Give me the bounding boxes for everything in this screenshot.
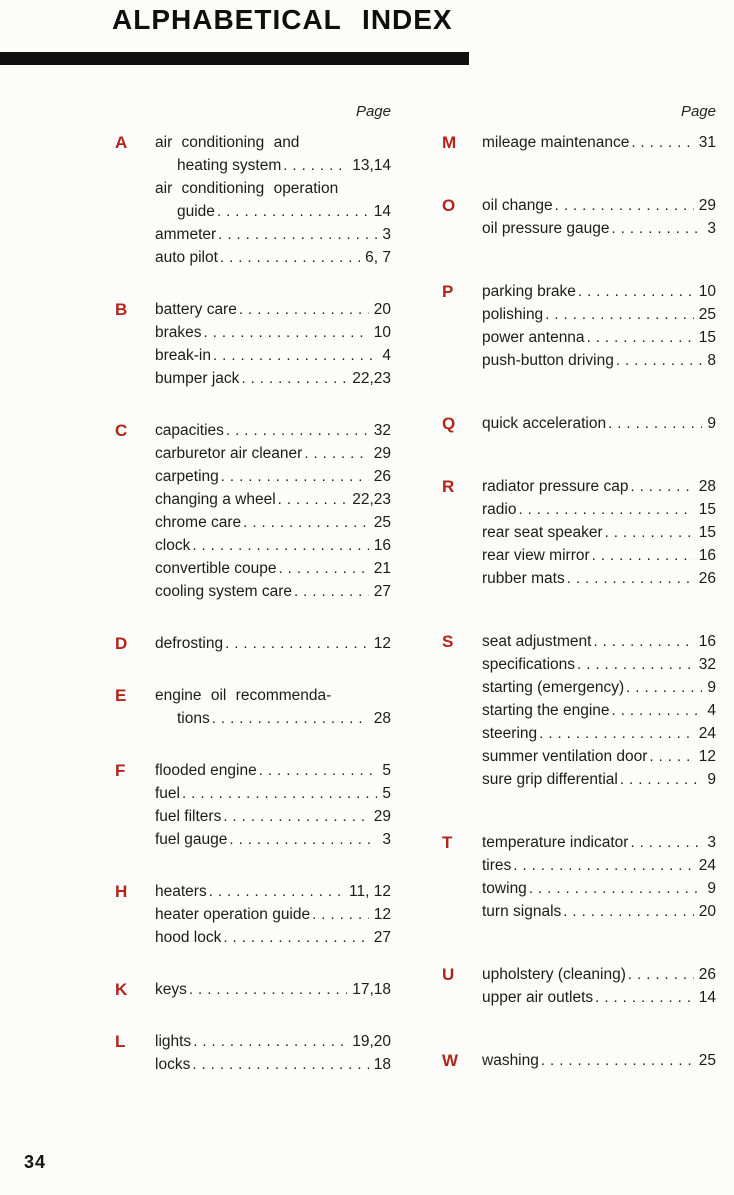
entry-page: 8 xyxy=(707,352,716,369)
entry-page: 17,18 xyxy=(352,981,391,998)
entry-page: 9 xyxy=(707,771,716,788)
entry-page: 3 xyxy=(707,220,716,237)
sections-left xyxy=(115,131,391,1076)
dot-leader xyxy=(541,1049,694,1072)
section-entries xyxy=(482,630,716,791)
entry-label: capacities xyxy=(155,422,224,439)
section-letter: H xyxy=(115,882,128,901)
index-entry xyxy=(155,903,391,926)
entry-page: 27 xyxy=(373,929,391,946)
section-entries xyxy=(155,419,391,603)
index-entry xyxy=(155,978,391,1001)
entry-label: brakes xyxy=(155,324,202,341)
entry-page: 16 xyxy=(698,547,716,564)
index-entry xyxy=(482,900,716,923)
entry-page: 3 xyxy=(707,834,716,851)
entry-page: 29 xyxy=(373,808,391,825)
index-entry xyxy=(482,280,716,303)
index-entry xyxy=(155,321,391,344)
dot-leader xyxy=(283,154,347,177)
entry-page: 29 xyxy=(698,197,716,214)
entry-label: break-in xyxy=(155,347,211,364)
section-entries xyxy=(155,759,391,851)
section-letter: R xyxy=(442,477,455,496)
dot-leader xyxy=(204,321,369,344)
entry-page: 3 xyxy=(382,831,391,848)
entry-page: 4 xyxy=(382,347,391,364)
page-column-header-left: Page xyxy=(355,103,391,120)
section-letter: A xyxy=(115,133,128,152)
section-letter: W xyxy=(442,1051,459,1070)
index-section-t xyxy=(442,831,716,923)
section-letter: L xyxy=(115,1032,126,1051)
index-entry xyxy=(155,442,391,465)
index-entry xyxy=(482,544,716,567)
entry-page: 15 xyxy=(698,501,716,518)
entry-page: 6, 7 xyxy=(365,249,391,266)
index-section-k xyxy=(115,978,391,1001)
section-entries xyxy=(155,880,391,949)
entry-label: carpeting xyxy=(155,468,219,485)
index-entry xyxy=(482,498,716,521)
index-column-left xyxy=(115,101,391,1076)
dot-leader xyxy=(595,986,694,1009)
index-entry-wrap-line xyxy=(155,131,391,154)
index-entry xyxy=(482,326,716,349)
sections-right xyxy=(442,131,716,1072)
title-rule xyxy=(0,52,469,65)
index-entry xyxy=(155,759,391,782)
index-entry xyxy=(482,630,716,653)
section-entries xyxy=(155,684,391,730)
section-letter: P xyxy=(442,282,454,301)
entry-page: 22,23 xyxy=(352,370,391,387)
index-section-c xyxy=(115,419,391,603)
index-section-d xyxy=(115,632,391,655)
entry-page: 11, 12 xyxy=(349,883,391,900)
dot-leader xyxy=(192,1053,368,1076)
dot-leader xyxy=(229,828,377,851)
section-letter: D xyxy=(115,634,128,653)
index-entry xyxy=(155,557,391,580)
index-entry-wrap-line xyxy=(155,177,391,200)
entry-label: clock xyxy=(155,537,191,554)
entry-page: 10 xyxy=(698,283,716,300)
entry-label: guide xyxy=(177,203,215,220)
entry-page: 15 xyxy=(698,524,716,541)
entry-page: 18 xyxy=(373,1056,391,1073)
dot-leader xyxy=(226,419,369,442)
section-entries xyxy=(482,280,716,372)
dot-leader xyxy=(213,344,377,367)
index-entry xyxy=(482,567,716,590)
entry-label: keys xyxy=(155,981,187,998)
entry-label: washing xyxy=(482,1052,539,1069)
entry-label: oil pressure gauge xyxy=(482,220,610,237)
entry-page: 19,20 xyxy=(352,1033,391,1050)
dot-leader xyxy=(612,699,703,722)
section-entries xyxy=(155,632,391,655)
index-entry xyxy=(482,986,716,1009)
index-entry xyxy=(482,131,716,154)
entry-label: towing xyxy=(482,880,527,897)
entry-page: 32 xyxy=(698,656,716,673)
entry-page: 4 xyxy=(707,702,716,719)
dot-leader xyxy=(605,521,694,544)
entry-label: air conditioning and xyxy=(155,134,300,151)
dot-leader xyxy=(189,978,347,1001)
entry-label: flooded engine xyxy=(155,762,257,779)
index-section-m xyxy=(442,131,716,154)
index-entry xyxy=(155,534,391,557)
page-number: 34 xyxy=(24,1152,47,1172)
entry-page: 28 xyxy=(373,710,391,727)
entry-label: ammeter xyxy=(155,226,217,243)
section-letter: Q xyxy=(442,414,456,433)
index-entry xyxy=(482,412,716,435)
section-entries xyxy=(482,194,716,240)
entry-label: rear view mirror xyxy=(482,547,590,564)
dot-leader xyxy=(578,280,694,303)
entry-label: tions xyxy=(177,710,210,727)
page-title: ALPHABETICAL INDEX xyxy=(112,4,453,35)
index-entry xyxy=(482,303,716,326)
dot-leader xyxy=(649,745,693,768)
entry-label: convertible coupe xyxy=(155,560,277,577)
dot-leader xyxy=(631,131,693,154)
index-entry xyxy=(155,246,391,269)
section-entries xyxy=(155,298,391,390)
entry-label: locks xyxy=(155,1056,191,1073)
entry-page: 29 xyxy=(373,445,391,462)
index-section-f xyxy=(115,759,391,851)
dot-leader xyxy=(218,223,377,246)
entry-label: air conditioning operation xyxy=(155,180,339,197)
dot-leader xyxy=(513,854,693,877)
entry-page: 22,23 xyxy=(352,491,391,508)
index-entry xyxy=(155,805,391,828)
entry-page: 26 xyxy=(698,570,716,587)
dot-leader xyxy=(539,722,694,745)
dot-leader xyxy=(529,877,703,900)
index-section-b xyxy=(115,298,391,390)
entry-label: hood lock xyxy=(155,929,222,946)
index-entry xyxy=(155,488,391,511)
entry-label: temperature indicator xyxy=(482,834,629,851)
entry-page: 32 xyxy=(373,422,391,439)
index-entry xyxy=(482,854,716,877)
section-letter: O xyxy=(442,196,456,215)
entry-page: 14 xyxy=(698,989,716,1006)
entry-page: 16 xyxy=(698,633,716,650)
entry-label: summer ventilation door xyxy=(482,748,648,765)
index-section-p xyxy=(442,280,716,372)
dot-leader xyxy=(592,544,694,567)
index-section-w xyxy=(442,1049,716,1072)
entry-label: bumper jack xyxy=(155,370,240,387)
index-entry xyxy=(155,223,391,246)
index-section-r xyxy=(442,475,716,590)
entry-label: specifications xyxy=(482,656,576,673)
dot-leader xyxy=(192,534,368,557)
entry-page: 9 xyxy=(707,880,716,897)
entry-page: 16 xyxy=(373,537,391,554)
dot-leader xyxy=(518,498,693,521)
index-section-s xyxy=(442,630,716,791)
dot-leader xyxy=(243,511,369,534)
section-entries xyxy=(482,131,716,154)
index-section-h xyxy=(115,880,391,949)
index-entry xyxy=(155,200,391,223)
entry-label: lights xyxy=(155,1033,192,1050)
dot-leader xyxy=(182,782,377,805)
entry-page: 25 xyxy=(373,514,391,531)
entry-label: sure grip differential xyxy=(482,771,618,788)
entry-page: 24 xyxy=(698,725,716,742)
dot-leader xyxy=(209,880,344,903)
entry-label: tires xyxy=(482,857,512,874)
dot-leader xyxy=(593,630,693,653)
entry-label: heaters xyxy=(155,883,207,900)
entry-page: 9 xyxy=(707,679,716,696)
index-entry xyxy=(155,1053,391,1076)
dot-leader xyxy=(278,488,348,511)
entry-label: push-button driving xyxy=(482,352,614,369)
section-entries xyxy=(482,475,716,590)
entry-page: 12 xyxy=(698,748,716,765)
entry-label: upholstery (cleaning) xyxy=(482,966,626,983)
index-entry xyxy=(482,699,716,722)
section-letter: S xyxy=(442,632,454,651)
index-section-q xyxy=(442,412,716,435)
index-entry xyxy=(155,344,391,367)
index-section-l xyxy=(115,1030,391,1076)
entry-page: 9 xyxy=(707,415,716,432)
index-entry xyxy=(482,722,716,745)
entry-label: rear seat speaker xyxy=(482,524,603,541)
entry-page: 24 xyxy=(698,857,716,874)
dot-leader xyxy=(239,298,369,321)
entry-label: battery care xyxy=(155,301,237,318)
index-entry xyxy=(482,1049,716,1072)
entry-label: quick acceleration xyxy=(482,415,607,432)
index-entry xyxy=(155,782,391,805)
index-entry xyxy=(155,465,391,488)
index-entry xyxy=(482,963,716,986)
entry-page: 13,14 xyxy=(352,157,391,174)
index-entry xyxy=(155,580,391,603)
entry-label: parking brake xyxy=(482,283,576,300)
index-entry xyxy=(155,298,391,321)
section-entries xyxy=(482,831,716,923)
dot-leader xyxy=(630,475,693,498)
index-entry xyxy=(482,768,716,791)
entry-label: auto pilot xyxy=(155,249,218,266)
entry-page: 15 xyxy=(698,329,716,346)
dot-leader xyxy=(225,632,369,655)
dot-leader xyxy=(563,900,693,923)
entry-label: seat adjustment xyxy=(482,633,592,650)
dot-leader xyxy=(545,303,694,326)
entry-label: mileage maintenance xyxy=(482,134,630,151)
entry-label: upper air outlets xyxy=(482,989,594,1006)
dot-leader xyxy=(616,349,703,372)
dot-leader xyxy=(567,567,694,590)
dot-leader xyxy=(612,217,703,240)
entry-page: 21 xyxy=(373,560,391,577)
entry-label: chrome care xyxy=(155,514,242,531)
dot-leader xyxy=(628,963,694,986)
dot-leader xyxy=(294,580,369,603)
section-letter: U xyxy=(442,965,455,984)
index-section-o xyxy=(442,194,716,240)
index-section-a xyxy=(115,131,391,269)
dot-leader xyxy=(259,759,378,782)
section-entries xyxy=(155,131,391,269)
entry-page: 31 xyxy=(698,134,716,151)
section-letter: T xyxy=(442,833,453,852)
index-entry xyxy=(155,926,391,949)
index-entry xyxy=(155,632,391,655)
section-letter: K xyxy=(115,980,128,999)
index-entry xyxy=(482,194,716,217)
dot-leader xyxy=(212,707,369,730)
section-letter: C xyxy=(115,421,128,440)
page-column-header-right: Page xyxy=(680,103,716,120)
index-entry xyxy=(482,831,716,854)
entry-page: 14 xyxy=(373,203,391,220)
entry-label: engine oil recommenda- xyxy=(155,687,332,704)
entry-label: starting (emergency) xyxy=(482,679,625,696)
section-entries xyxy=(482,412,716,435)
index-entry xyxy=(155,419,391,442)
entry-page: 10 xyxy=(373,324,391,341)
entry-page: 26 xyxy=(373,468,391,485)
dot-leader xyxy=(587,326,694,349)
index-entry xyxy=(482,877,716,900)
entry-label: oil change xyxy=(482,197,553,214)
section-letter: E xyxy=(115,686,127,705)
entry-page: 27 xyxy=(373,583,391,600)
section-letter: F xyxy=(115,761,126,780)
entry-label: steering xyxy=(482,725,538,742)
section-letter: B xyxy=(115,300,128,319)
entry-page: 20 xyxy=(373,301,391,318)
dot-leader xyxy=(221,465,369,488)
entry-page: 28 xyxy=(698,478,716,495)
entry-label: carburetor air cleaner xyxy=(155,445,303,462)
dot-leader xyxy=(577,653,694,676)
entry-page: 26 xyxy=(698,966,716,983)
index-entry-wrap-line xyxy=(155,684,391,707)
entry-label: radio xyxy=(482,501,517,518)
index-entry xyxy=(482,745,716,768)
index-entry xyxy=(482,521,716,544)
dot-leader xyxy=(626,676,702,699)
entry-label: fuel gauge xyxy=(155,831,228,848)
dot-leader xyxy=(193,1030,347,1053)
entry-page: 25 xyxy=(698,306,716,323)
entry-label: fuel filters xyxy=(155,808,222,825)
entry-label: power antenna xyxy=(482,329,585,346)
index-entry xyxy=(155,1030,391,1053)
index-entry xyxy=(482,475,716,498)
dot-leader xyxy=(223,926,368,949)
index-entry xyxy=(482,349,716,372)
index-section-e xyxy=(115,684,391,730)
dot-leader xyxy=(312,903,369,926)
dot-leader xyxy=(220,246,360,269)
index-entry xyxy=(155,154,391,177)
section-entries xyxy=(155,1030,391,1076)
section-entries xyxy=(482,963,716,1009)
dot-leader xyxy=(620,768,703,791)
dot-leader xyxy=(608,412,702,435)
dot-leader xyxy=(555,194,694,217)
index-entry xyxy=(155,511,391,534)
entry-label: polishing xyxy=(482,306,544,323)
entry-label: rubber mats xyxy=(482,570,565,587)
entry-page: 20 xyxy=(698,903,716,920)
entry-label: changing a wheel xyxy=(155,491,276,508)
entry-label: heater operation guide xyxy=(155,906,311,923)
entry-page: 3 xyxy=(382,226,391,243)
dot-leader xyxy=(241,367,347,390)
index-entry xyxy=(155,367,391,390)
dot-leader xyxy=(217,200,369,223)
dot-leader xyxy=(279,557,369,580)
entry-label: heating system xyxy=(177,157,282,174)
entry-page: 5 xyxy=(382,762,391,779)
entry-label: radiator pressure cap xyxy=(482,478,629,495)
entry-page: 25 xyxy=(698,1052,716,1069)
entry-label: starting the engine xyxy=(482,702,610,719)
index-entry xyxy=(155,828,391,851)
index-entry xyxy=(482,676,716,699)
entry-page: 12 xyxy=(373,906,391,923)
index-column-right xyxy=(442,101,716,1072)
index-entry xyxy=(482,653,716,676)
index-entry xyxy=(155,880,391,903)
entry-page: 5 xyxy=(382,785,391,802)
entry-label: defrosting xyxy=(155,635,224,652)
entry-label: turn signals xyxy=(482,903,562,920)
index-section-u xyxy=(442,963,716,1009)
dot-leader xyxy=(630,831,702,854)
index-entry xyxy=(155,707,391,730)
section-letter: M xyxy=(442,133,457,152)
entry-label: fuel xyxy=(155,785,180,802)
entry-label: cooling system care xyxy=(155,583,292,600)
section-entries xyxy=(482,1049,716,1072)
dot-leader xyxy=(223,805,368,828)
entry-page: 12 xyxy=(373,635,391,652)
section-entries xyxy=(155,978,391,1001)
index-entry xyxy=(482,217,716,240)
dot-leader xyxy=(304,442,368,465)
